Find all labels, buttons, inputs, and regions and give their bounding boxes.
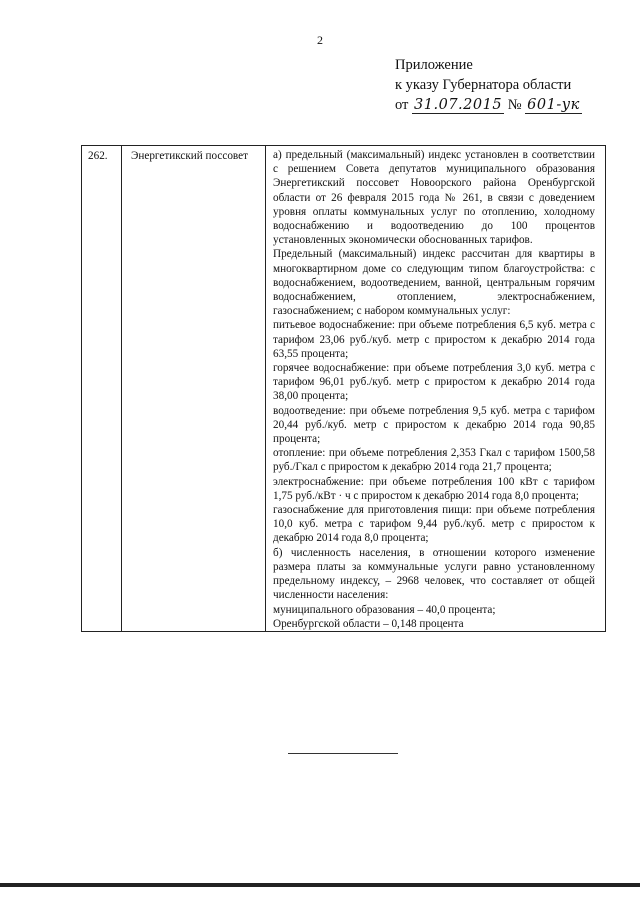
appendix-number: 601-ук: [527, 97, 580, 113]
paragraph: отопление: при объеме потребления 2,353 Гкал с тарифом 1500,58 руб./Гкал с приростом к декабрю 2014 года 21,7 процента;: [273, 447, 595, 474]
scan-edge-bar: [0, 883, 640, 887]
paragraph: газоснабжение для приготовления пищи: при объеме потребления 10,0 куб. метра с тарифом 9,44 руб./куб. метр с приростом к декабрю 2014 года 8,0 процента;: [273, 504, 595, 545]
paragraph: горячее водоснабжение: при объеме потребления 3,0 куб. метра с тарифом 96,01 руб./куб. метр с приростом к декабрю 2014 года 38,00 процента;: [273, 362, 595, 403]
paragraph: водоотведение: при объеме потребления 9,5 куб. метра с тарифом 20,44 руб./куб. метр с приростом к декабрю 2014 года 90,85 процента;: [273, 404, 595, 446]
paragraph: Оренбургской области – 0,148 процента: [273, 617, 464, 630]
paragraph: Предельный (максимальный) индекс рассчитан для квартиры в многоквартирном доме со следующим типом благоустройства: с водоснабжением, водоотведением, ванной, центральным горячим водоснабжением, отоплением, электроснабжением, газоснабжением; с набором коммунальных услуг:: [273, 248, 595, 318]
paragraph: электроснабжение: при объеме потребления 100 кВт с тарифом 1,75 руб./кВт · ч с приростом к декабрю 2014 года 8,0 процента;: [273, 475, 595, 502]
paragraph: а) предельный (максимальный) индекс установлен в соответствии с решением Совета депутатов муниципального образования Энергетикский поссовет Новоорского района Оренбургской области от 26 февраля 2015 года № 261, в связи с доведением уровня оплаты коммунальных услуг по отоплению, холодному водоснабжению и водоотведению до 100 процентов установленных экономически обоснованных тарифов.: [273, 149, 595, 247]
appendix-date-line: [395, 95, 582, 115]
appendix-subtitle: к указу Губернатора области: [395, 77, 572, 93]
appendix-header: [395, 55, 582, 115]
description-cell: [266, 146, 606, 632]
paragraph: б) численность населения, в отношении которого изменение размера платы за коммунальные услуги равно установленному предельному индексу, – 2968 человек, что составляет от общей численности населения:: [273, 546, 595, 602]
end-divider: [288, 753, 398, 754]
appendix-from-label: от: [395, 97, 409, 113]
entity-name-cell: Энергетикский поссовет: [122, 146, 266, 632]
paragraph: питьевое водоснабжение: при объеме потребления 6,5 куб. метра с тарифом 23,06 руб./куб. метр с приростом к декабрю 2014 года 63,55 процента;: [273, 319, 595, 360]
appendix-title: Приложение: [395, 57, 473, 73]
appendix-number-label: №: [507, 97, 522, 113]
index-table: [81, 145, 606, 632]
table-row: [82, 146, 606, 632]
paragraph: муниципального образования – 40,0 процента;: [273, 603, 496, 616]
page-number: 2: [317, 33, 323, 47]
appendix-date: 31.07.2015: [414, 97, 503, 113]
row-number-cell: 262.: [82, 146, 122, 632]
